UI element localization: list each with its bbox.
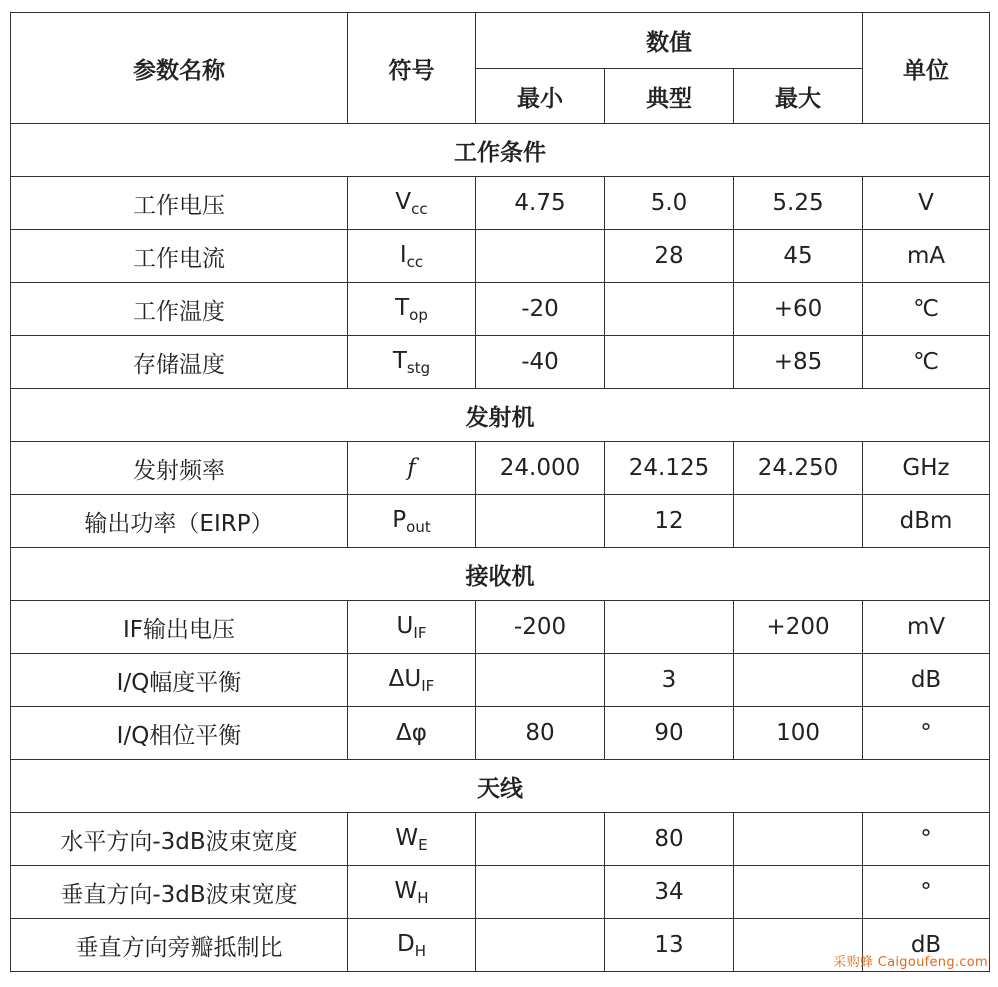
typ-cell: 5.0 [605,177,734,230]
section-title: 工作条件 [11,124,990,177]
typ-cell [605,601,734,654]
max-cell [734,866,863,919]
min-cell [476,813,605,866]
unit-cell: ° [863,707,990,760]
symbol-subscript: IF [421,676,435,695]
header-param-name: 参数名称 [11,13,348,124]
max-cell: 24.250 [734,442,863,495]
section-title: 发射机 [11,389,990,442]
max-cell: 45 [734,230,863,283]
min-cell [476,495,605,548]
symbol-subscript: E [418,835,428,854]
typ-cell: 80 [605,813,734,866]
symbol-main: Δφ [396,720,427,746]
symbol-main: V [395,188,412,215]
typ-cell: 12 [605,495,734,548]
min-cell [476,654,605,707]
symbol-cell [348,442,476,495]
symbol-main: I [399,241,407,268]
symbol-main: T [395,294,410,321]
section-row [11,389,990,442]
symbol-subscript: op [409,305,428,324]
table-row [11,442,990,495]
header-row [11,13,990,69]
table-row [11,813,990,866]
symbol-cell [348,919,476,972]
symbol-main: U [396,612,414,639]
symbol-subscript: out [406,517,431,536]
table-row [11,601,990,654]
table-row [11,866,990,919]
symbol-subscript: stg [406,358,431,377]
unit-cell: ° [863,813,990,866]
symbol-cell [348,813,476,866]
unit-cell: mA [863,230,990,283]
param-name-cell: 工作电压 [11,177,348,230]
table-row [11,230,990,283]
max-cell [734,654,863,707]
symbol-main: W [394,877,418,904]
max-cell: +85 [734,336,863,389]
symbol-cell [348,495,476,548]
min-cell [476,866,605,919]
table-row [11,654,990,707]
max-cell [734,813,863,866]
min-cell [476,230,605,283]
symbol-subscript: IF [413,623,427,642]
symbol-cell [348,230,476,283]
section-title: 接收机 [11,548,990,601]
unit-cell: dBm [863,495,990,548]
min-cell: 4.75 [476,177,605,230]
max-cell [734,495,863,548]
unit-cell: ℃ [863,336,990,389]
typ-cell [605,336,734,389]
symbol-cell [348,654,476,707]
typ-cell: 3 [605,654,734,707]
min-cell: -40 [476,336,605,389]
section-row [11,760,990,813]
typ-cell: 34 [605,866,734,919]
typ-cell: 13 [605,919,734,972]
min-cell [476,919,605,972]
min-cell: -20 [476,283,605,336]
table-row [11,707,990,760]
table-row [11,177,990,230]
max-cell: +60 [734,283,863,336]
param-name-cell: 工作温度 [11,283,348,336]
header-min: 最小 [476,69,605,124]
table-body [11,124,990,972]
unit-cell: dB [863,654,990,707]
spec-table [10,12,990,972]
param-name-cell: IF输出电压 [11,601,348,654]
param-name-cell: 发射频率 [11,442,348,495]
symbol-cell [348,336,476,389]
table-row [11,283,990,336]
symbol-cell [348,601,476,654]
symbol-cell [348,177,476,230]
typ-cell: 28 [605,230,734,283]
symbol-main: T [392,347,407,374]
param-name-cell: 存储温度 [11,336,348,389]
table-row [11,336,990,389]
symbol-cell [348,283,476,336]
symbol-main: P [392,506,407,533]
section-row [11,548,990,601]
unit-cell: dB [863,919,990,972]
unit-cell: GHz [863,442,990,495]
symbol-cell [348,866,476,919]
header-max: 最大 [734,69,863,124]
symbol-main: f [407,455,416,481]
typ-cell: 24.125 [605,442,734,495]
param-name-cell: 水平方向-3dB波束宽度 [11,813,348,866]
symbol-subscript: H [417,888,429,907]
param-name-cell: 工作电流 [11,230,348,283]
watermark: 采购蜂 Caigoufeng.com [833,955,988,970]
max-cell: +200 [734,601,863,654]
symbol-main: W [395,824,419,851]
header-unit: 单位 [863,13,990,124]
symbol-cell [348,707,476,760]
header-typ: 典型 [605,69,734,124]
symbol-subscript: cc [411,199,428,218]
max-cell: 5.25 [734,177,863,230]
header-value: 数值 [476,13,863,69]
min-cell: 80 [476,707,605,760]
unit-cell: V [863,177,990,230]
min-cell: -200 [476,601,605,654]
symbol-main: ΔU [388,665,422,692]
param-name-cell: 输出功率（EIRP） [11,495,348,548]
section-title: 天线 [11,760,990,813]
param-name-cell: 垂直方向旁瓣抵制比 [11,919,348,972]
param-name-cell: 垂直方向-3dB波束宽度 [11,866,348,919]
symbol-subscript: cc [406,252,424,271]
unit-cell: mV [863,601,990,654]
unit-cell: ° [863,866,990,919]
unit-cell: ℃ [863,283,990,336]
typ-cell [605,283,734,336]
symbol-main: D [397,930,415,957]
min-cell: 24.000 [476,442,605,495]
section-row [11,124,990,177]
typ-cell: 90 [605,707,734,760]
param-name-cell: I/Q幅度平衡 [11,654,348,707]
param-name-cell: I/Q相位平衡 [11,707,348,760]
symbol-subscript: H [414,941,426,960]
max-cell: 100 [734,707,863,760]
table-row [11,495,990,548]
header-symbol: 符号 [348,13,476,124]
